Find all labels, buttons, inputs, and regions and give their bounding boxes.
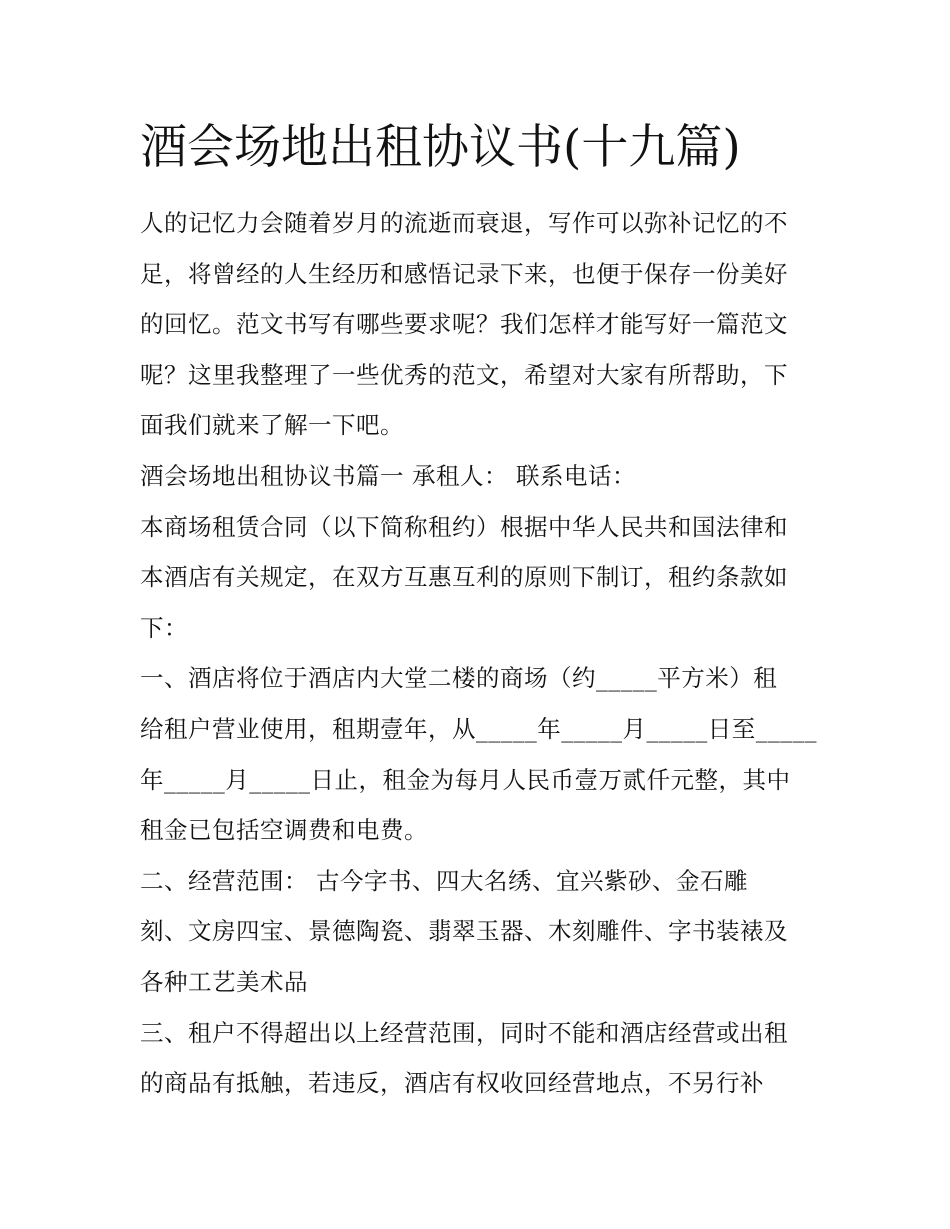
text-line: 足，将曾经的人生经历和感悟记录下来，也便于保存一份美好 xyxy=(140,259,788,288)
clause-line: 一、酒店将位于酒店内大堂二楼的商场（约_____平方米）租 xyxy=(140,664,778,693)
text-line: 的回忆。范文书写有哪些要求呢？我们怎样才能写好一篇范文 xyxy=(140,310,788,339)
clause-line: 租金已包括空调费和电费。 xyxy=(140,816,428,845)
document-body xyxy=(140,198,820,1109)
text-line: 本商场租赁合同（以下简称租约）根据中华人民共和国法律和 xyxy=(140,512,788,541)
clause-line: 各种工艺美术品 xyxy=(140,967,308,996)
document-title: 酒会场地出租协议书(十九篇) xyxy=(140,120,741,175)
clause-line: 刻、文房四宝、景德陶瓷、翡翠玉器、木刻雕件、字书装裱及 xyxy=(140,917,788,946)
clause-line: 给租户营业使用，租期壹年，从_____年_____月_____日至_____ xyxy=(140,714,817,743)
section-heading-line: 酒会场地出租协议书篇一 承租人： 联系电话： xyxy=(140,461,636,490)
text-line: 人的记忆力会随着岁月的流逝而衰退，写作可以弥补记忆的不 xyxy=(140,209,788,237)
text-line: 下： xyxy=(140,613,188,642)
clause-line: 的商品有抵触，若违反，酒店有权收回经营地点，不另行补 xyxy=(140,1069,764,1098)
text-line: 面我们就来了解一下吧。 xyxy=(140,411,404,440)
clause-line: 年_____月_____日止，租金为每月人民币壹万贰仟元整，其中 xyxy=(140,765,791,794)
clause-line: 二、经营范围： 古今字书、四大名绣、宜兴紫砂、金石雕 xyxy=(140,866,748,895)
clause-line: 三、租户不得超出以上经营范围，同时不能和酒店经营或出租 xyxy=(140,1018,788,1047)
text-line: 本酒店有关规定，在双方互惠互利的原则下制订，租约条款如 xyxy=(140,563,788,592)
text-line: 呢？这里我整理了一些优秀的范文，希望对大家有所帮助，下 xyxy=(140,360,788,389)
